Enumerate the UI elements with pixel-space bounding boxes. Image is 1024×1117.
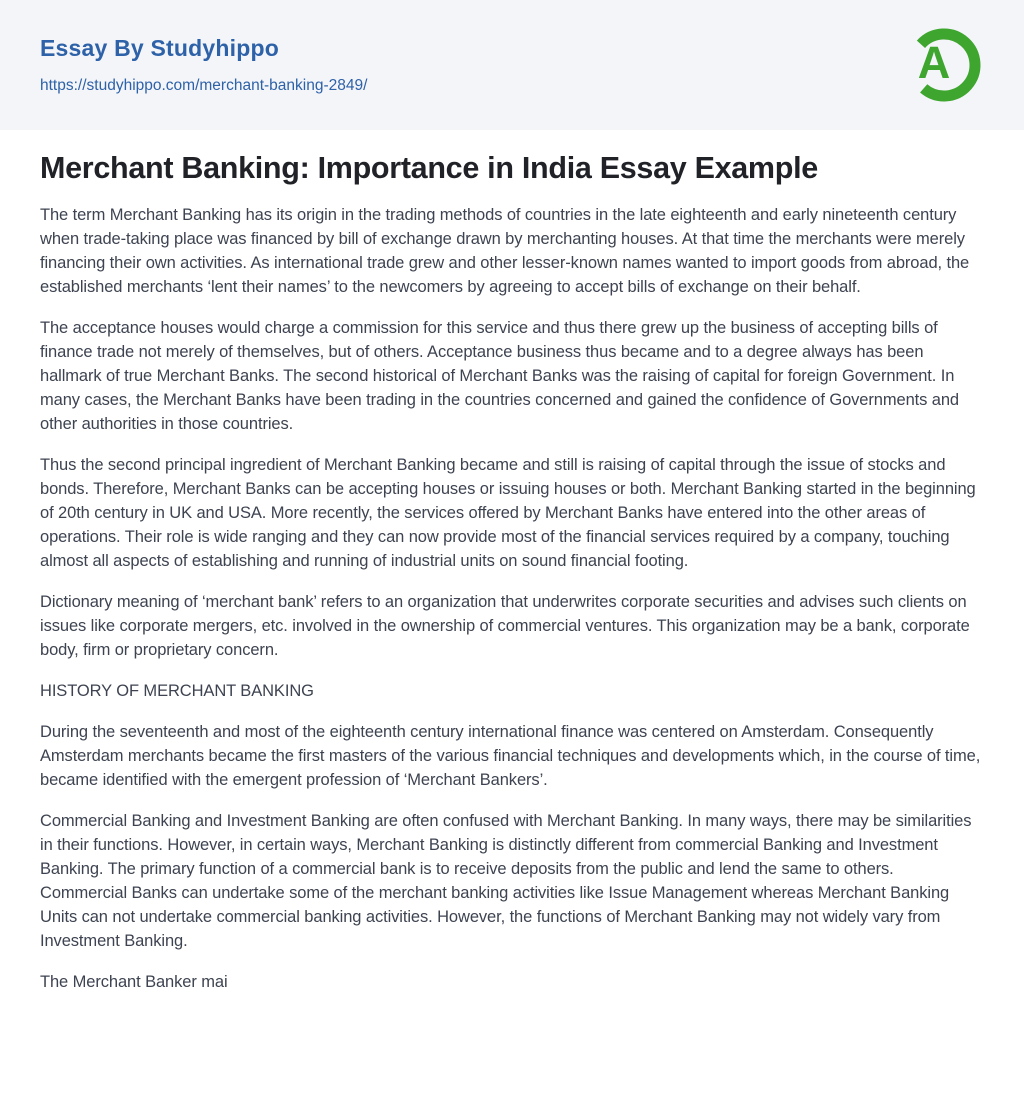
essay-paragraph: During the seventeenth and most of the eighteenth century international finance was centered on Amsterdam. Consequently Amsterdam merchants became the first masters of the various financial techniques and developments which, in the course of time, became identified with the emergent profession of ‘Merchant Bankers’. bbox=[40, 723, 981, 789]
page-url-link[interactable]: https://studyhippo.com/merchant-banking-2849/ bbox=[40, 77, 368, 94]
page-header bbox=[0, 0, 1024, 130]
essay-content bbox=[0, 130, 1024, 994]
header-text-block bbox=[40, 35, 367, 95]
essay-paragraph: The acceptance houses would charge a commission for this service and thus there grew up the business of accepting bills of finance trade not merely of themselves, but of others. Acceptance business thus became and to a degree always has been hallmark of true Merchant Banks. The second historical of Merchant Banks was the raising of capital for foreign Government. In many cases, the Merchant Banks have been trading in the countries concerned and gained the confidence of Governments and other authorities in those countries. bbox=[40, 319, 960, 433]
essay-paragraph: Thus the second principal ingredient of Merchant Banking became and still is raising of capital through the issue of stocks and bonds. Therefore, Merchant Banks can be accepting houses or issuing houses or both. Merchant Banking started in the beginning of 20th century in UK and USA. More recently, the services offered by Merchant Banks have entered into the other areas of operations. Their role is wide ranging and they can now provide most of the financial services required by a company, touching almost all aspects of establishing and running of industrial units on sound financial footing. bbox=[40, 456, 976, 570]
essay-title: Merchant Banking: Importance in India Essay Example bbox=[40, 151, 818, 185]
logo-letter: A bbox=[917, 37, 951, 88]
essay-paragraph: Commercial Banking and Investment Banking are often confused with Merchant Banking. In many ways, there may be similarities in their functions. However, in certain ways, Merchant Banking is distinctly different from commercial Banking and Investment Banking. The primary function of a commercial bank is to receive deposits from the public and lend the same to others. Commercial Banks can undertake some of the merchant banking activities like Issue Management whereas Merchant Banking Units can not undertake commercial banking activities. However, the functions of Merchant Banking may not widely vary from Investment Banking. bbox=[40, 812, 972, 950]
logo-open-circle-icon bbox=[902, 23, 986, 107]
site-title: Essay By Studyhippo bbox=[40, 35, 279, 61]
essay-paragraph: Dictionary meaning of ‘merchant bank’ refers to an organization that underwrites corporate securities and advises such clients on issues like corporate mergers, etc. involved in the ownership of commercial ventures. This organization may be a bank, corporate body, firm or proprietary concern. bbox=[40, 593, 970, 659]
essay-paragraph-truncated: The Merchant Banker mai bbox=[40, 973, 228, 991]
section-heading-history: HISTORY OF MERCHANT BANKING bbox=[40, 682, 314, 700]
essay-paragraph: The term Merchant Banking has its origin in the trading methods of countries in the late eighteenth and early nineteenth century when trade-taking place was financed by bill of exchange drawn by merchanting houses. At that time the merchants were merely financing their own activities. As international trade grew and other lesser-known names wanted to import goods from abroad, the established merchants ‘lent their names’ to the newcomers by agreeing to accept bills of exchange on their behalf. bbox=[40, 206, 970, 296]
studyhippo-logo bbox=[902, 23, 986, 107]
